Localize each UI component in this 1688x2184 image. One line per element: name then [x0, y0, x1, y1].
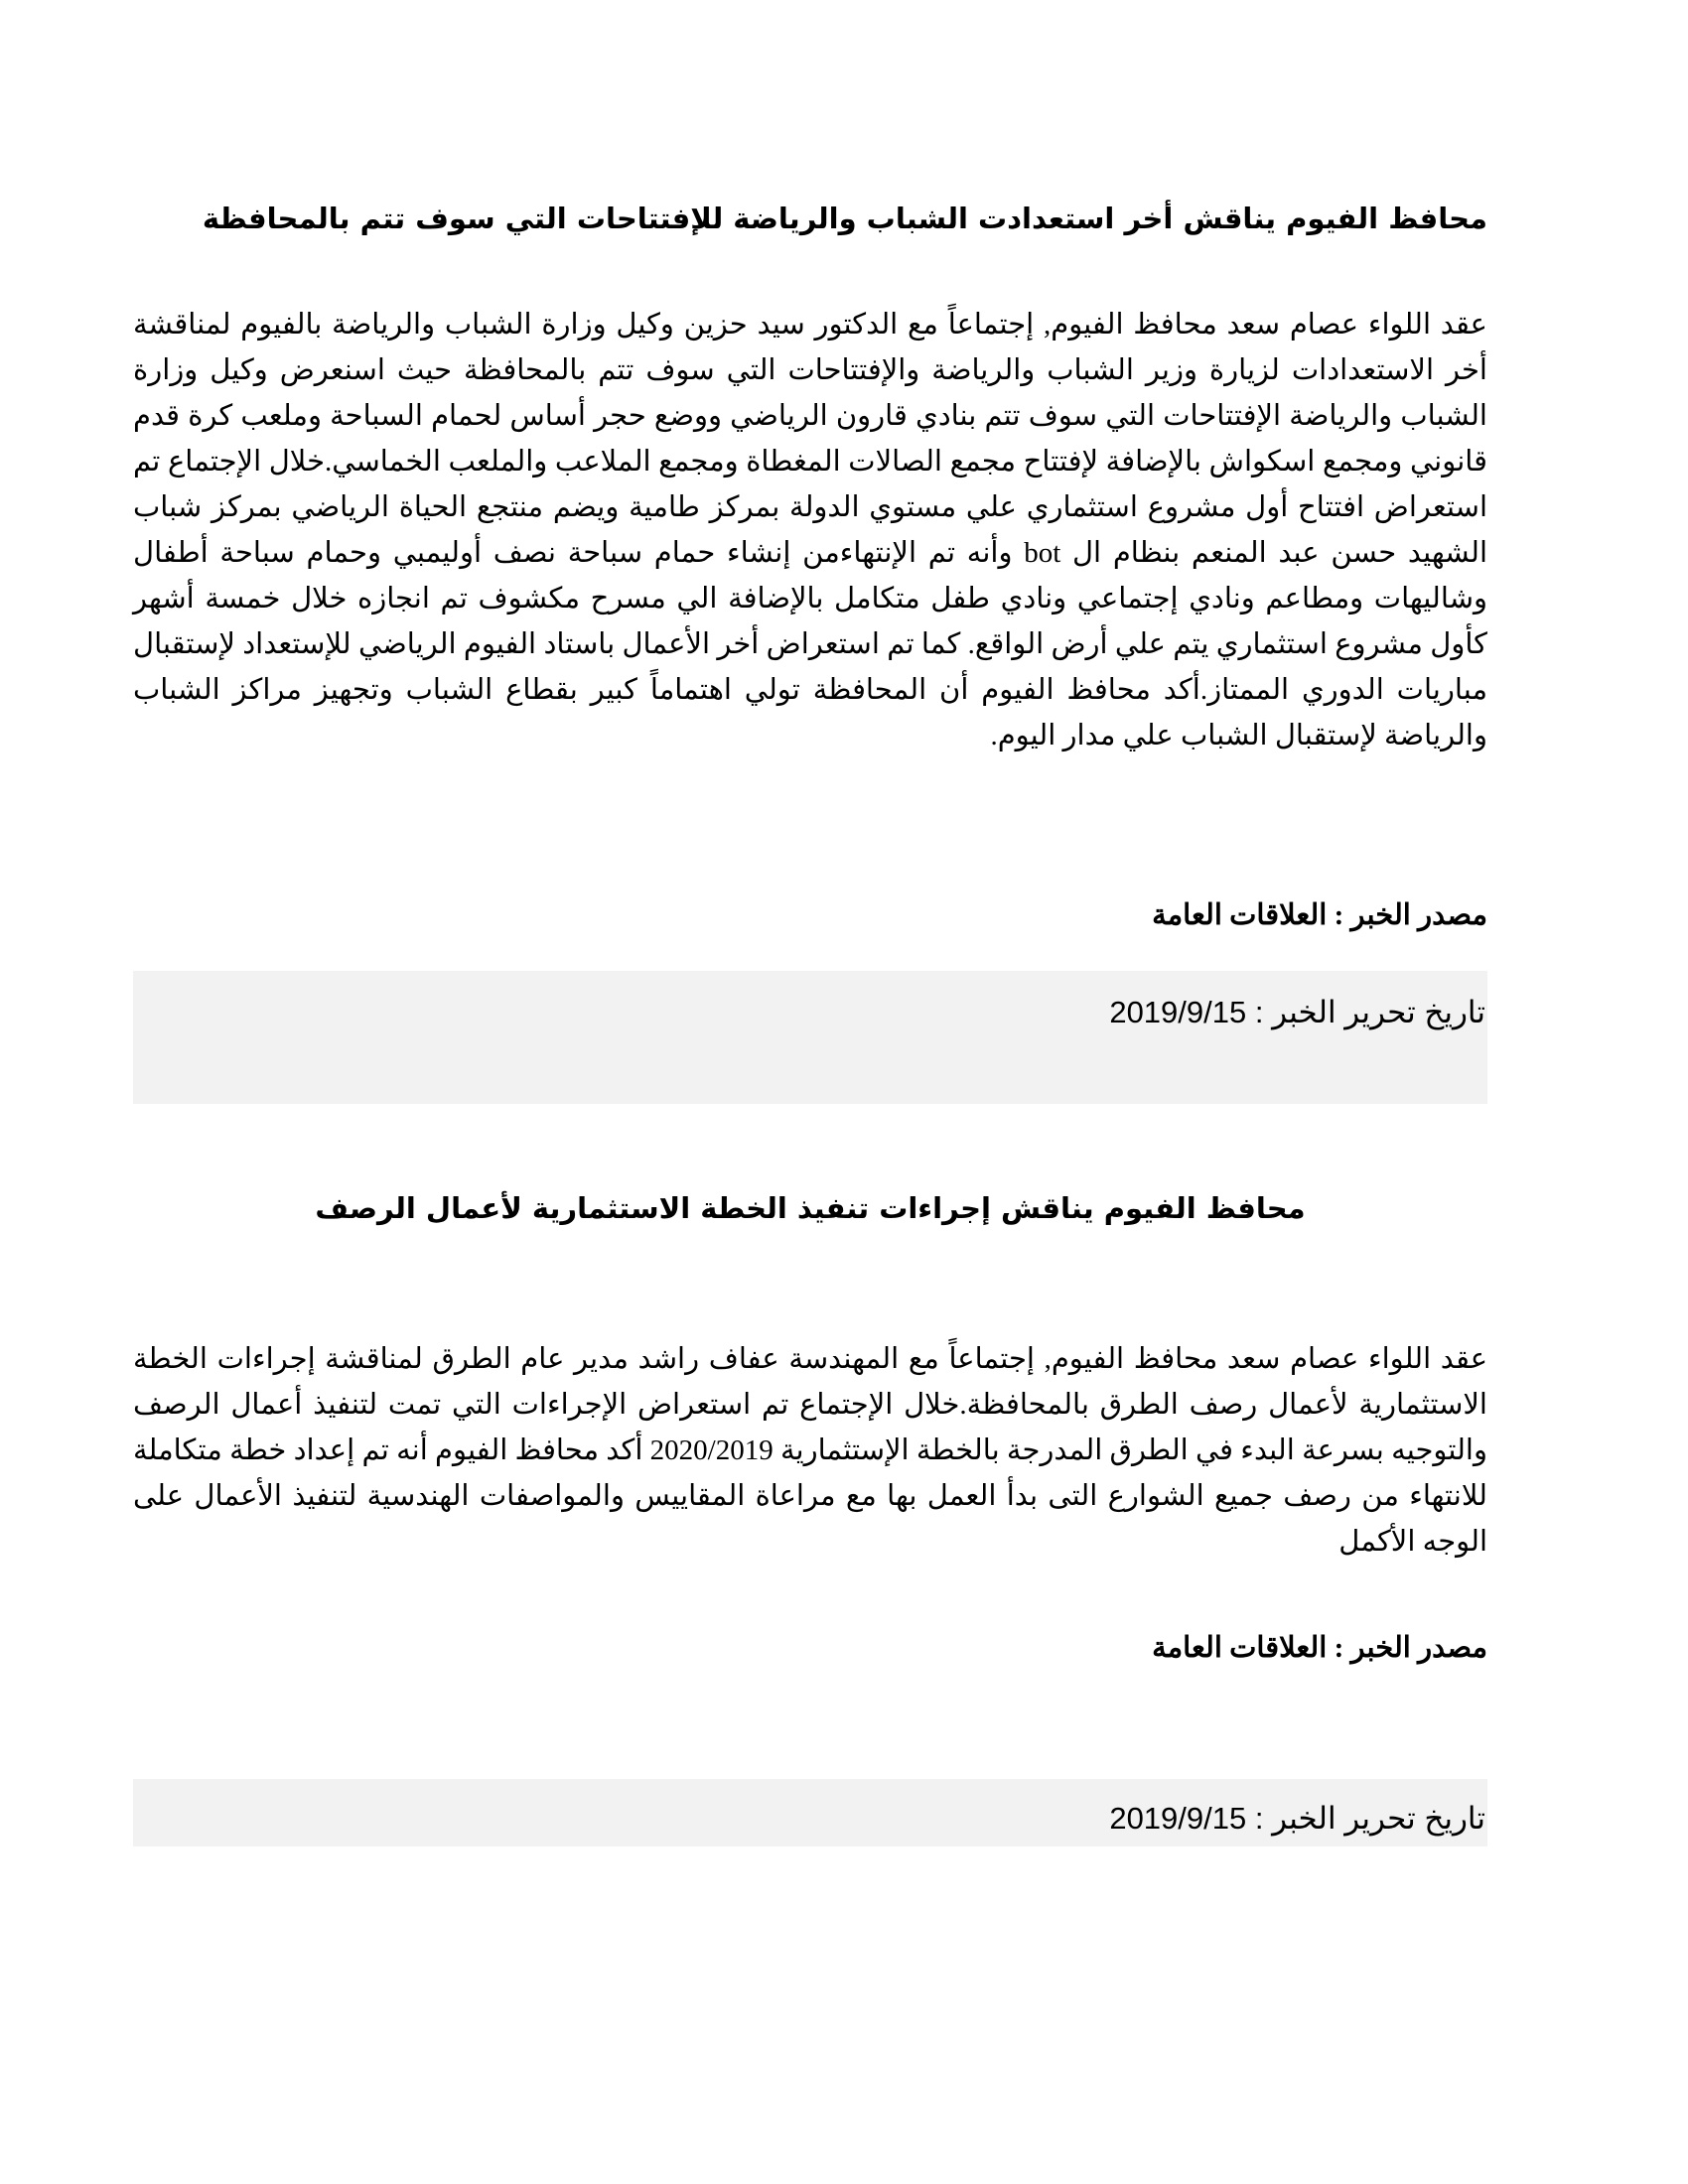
- article-body: عقد اللواء عصام سعد محافظ الفيوم, إجتماعاً مع الدكتور سيد حزين وكيل وزارة الشباب والرياضة بالفيوم لمناقشة أخر الاستعدادات لزيارة وزير الشباب والرياضة والإفتتاحات التي سوف تتم بالمحافظة حيث اسنعرض وكيل وزارة الشباب والرياضة الإفتتاحات التي سوف تتم بنادي قارون الرياضي ووضع حجر أساس لحمام السباحة وملعب كرة قدم قانوني ومجمع اسكواش بالإضافة لإفتتاح مجمع الصالات المغطاة ومجمع الملاعب والملعب الخماسي.خلال الإجتماع تم استعراض افتتاح أول مشروع استثماري علي مستوي الدولة بمركز طامية ويضم منتجع الحياة الرياضي بمركز شباب الشهيد حسن عبد المنعم بنظام ال bot وأنه تم الإنتهاءمن إنشاء حمام سباحة نصف أوليمبي وحمام سباحة أطفال وشاليهات ومطاعم ونادي إجتماعي ونادي طفل متكامل بالإضافة الي مسرح مكشوف تم انجازه خلال خمسة أشهر كأول مشروع استثماري يتم علي أرض الواقع. كما تم استعراض أخر الأعمال باستاد الفيوم الرياضي للإستعداد لإستقبال مباريات الدوري الممتاز.أكد محافظ الفيوم أن المحافظة تولي اهتماماً كبير بقطاع الشباب وتجهيز مراكز الشباب والرياضة لإستقبال الشباب علي مدار اليوم.: [133, 309, 1488, 751]
- article-title: محافظ الفيوم يناقش إجراءات تنفيذ الخطة الاستثمارية لأعمال الرصف: [315, 1191, 1306, 1225]
- article-title: محافظ الفيوم يناقش أخر استعدادت الشباب والرياضة للإفتتاحات التي سوف تتم بالمحافظة: [202, 202, 1487, 235]
- article-source: مصدر الخبر : العلاقات العامة: [1152, 899, 1487, 931]
- date-box: [133, 971, 1487, 1104]
- article-source: مصدر الخبر : العلاقات العامة: [1152, 1632, 1487, 1664]
- date-box: [133, 1779, 1487, 1846]
- article-body: عقد اللواء عصام سعد محافظ الفيوم, إجتماعاً مع المهندسة عفاف راشد مدير عام الطرق لمناقشة إجراءات الخطة الاستثمارية لأعمال رصف الطرق بالمحافظة.خلال الإجتماع تم استعراض الإجراءات التي تمت لتنفيذ أعمال الرصف والتوجيه بسرعة البدء في الطرق المدرجة بالخطة الإستثمارية 2020/2019 أكد محافظ الفيوم أنه تم إعداد خطة متكاملة للانتهاء من رصف جميع الشوارع التى بدأ العمل بها مع مراعاة المقاييس والمواصفات الهندسية لتنفيذ الأعمال على الوجه الأكمل: [133, 1343, 1487, 1558]
- article-date: تاريخ تحرير الخبر : 2019/9/15: [1109, 1801, 1485, 1836]
- article-date: تاريخ تحرير الخبر : 2019/9/15: [1109, 995, 1485, 1029]
